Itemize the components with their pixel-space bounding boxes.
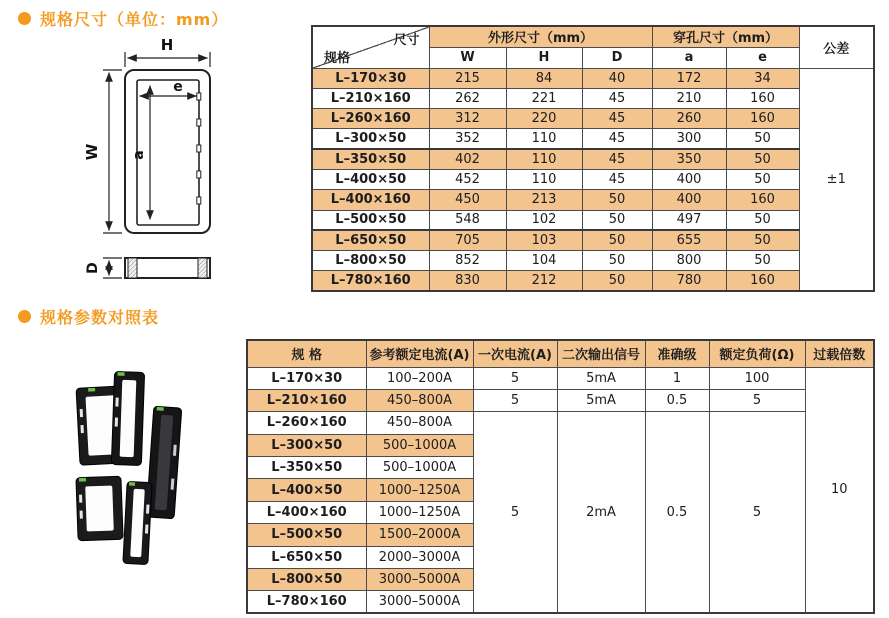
w-value-cell: 312 bbox=[429, 109, 506, 129]
col-header-primary-current: 一次电流(A) bbox=[473, 340, 557, 367]
spec-cell: L–400×50 bbox=[247, 479, 366, 501]
bullet-icon bbox=[18, 12, 31, 25]
rated-current-cell: 3000–5000A bbox=[366, 591, 473, 613]
dimensions-table-row bbox=[312, 149, 874, 169]
rated-current-cell: 100–200A bbox=[366, 367, 473, 389]
h-value-cell: 110 bbox=[506, 149, 582, 169]
d-value-cell: 45 bbox=[582, 129, 652, 149]
e-value-cell: 50 bbox=[726, 129, 799, 149]
h-value-cell: 84 bbox=[506, 68, 582, 88]
d-value-cell: 50 bbox=[582, 190, 652, 210]
w-value-cell: 450 bbox=[429, 190, 506, 210]
rated-current-cell: 1000–1250A bbox=[366, 479, 473, 501]
dimensions-table-row bbox=[312, 251, 874, 271]
spec-cell: L–210×160 bbox=[247, 389, 366, 411]
dimensions-table-row bbox=[312, 169, 874, 189]
rated-current-cell: 1000–1250A bbox=[366, 501, 473, 523]
h-value-cell: 212 bbox=[506, 271, 582, 291]
h-value-cell: 104 bbox=[506, 251, 582, 271]
ct-frame bbox=[111, 372, 144, 466]
corner-header-cell bbox=[312, 26, 429, 68]
e-value-cell: 160 bbox=[726, 190, 799, 210]
a-value-cell: 400 bbox=[652, 169, 726, 189]
w-value-cell: 215 bbox=[429, 68, 506, 88]
accuracy-class-cell: 1 bbox=[645, 367, 709, 389]
rated-current-cell: 450–800A bbox=[366, 389, 473, 411]
e-value-cell: 50 bbox=[726, 149, 799, 169]
spec-cell: L–350×50 bbox=[247, 457, 366, 479]
rated-current-cell: 500–1000A bbox=[366, 457, 473, 479]
col-header-spec: 规 格 bbox=[247, 340, 366, 367]
w-value-cell: 452 bbox=[429, 169, 506, 189]
h-value-cell: 103 bbox=[506, 230, 582, 250]
e-value-cell: 50 bbox=[726, 169, 799, 189]
spec-cell: L–400×160 bbox=[312, 190, 429, 210]
w-value-cell: 402 bbox=[429, 149, 506, 169]
d-value-cell: 45 bbox=[582, 169, 652, 189]
d-value-cell: 45 bbox=[582, 88, 652, 108]
col-header-rated-current: 参考额定电流(A) bbox=[366, 340, 473, 367]
dimensions-table-row bbox=[312, 129, 874, 149]
rated-current-cell: 3000–5000A bbox=[366, 569, 473, 591]
h-value-cell: 220 bbox=[506, 109, 582, 129]
section-title-dimensions: 规格尺寸（单位：mm） bbox=[40, 10, 229, 29]
e-value-cell: 50 bbox=[726, 210, 799, 230]
ct-frame bbox=[76, 476, 123, 541]
w-value-cell: 352 bbox=[429, 129, 506, 149]
col-header-e: e bbox=[726, 47, 799, 68]
dim-label-H: H bbox=[160, 36, 174, 54]
a-value-cell: 780 bbox=[652, 271, 726, 291]
h-value-cell: 221 bbox=[506, 88, 582, 108]
spec-cell: L–800×50 bbox=[312, 251, 429, 271]
a-value-cell: 300 bbox=[652, 129, 726, 149]
h-value-cell: 110 bbox=[506, 129, 582, 149]
a-value-cell: 172 bbox=[652, 68, 726, 88]
spec-cell: L–780×160 bbox=[312, 271, 429, 291]
col-header-W: W bbox=[429, 47, 506, 68]
col-header-D: D bbox=[582, 47, 652, 68]
spec-cell: L–300×50 bbox=[312, 129, 429, 149]
e-value-cell: 50 bbox=[726, 251, 799, 271]
e-value-cell: 160 bbox=[726, 88, 799, 108]
w-value-cell: 262 bbox=[429, 88, 506, 108]
dim-label-e: e bbox=[173, 79, 183, 95]
e-value-cell: 50 bbox=[726, 230, 799, 250]
rated-load-cell: 100 bbox=[709, 367, 805, 389]
overload-factor-cell: 10 bbox=[805, 367, 874, 613]
spec-cell: L–650×50 bbox=[247, 546, 366, 568]
e-value-cell: 34 bbox=[726, 68, 799, 88]
tolerance-value-cell: ±1 bbox=[799, 68, 874, 291]
group-header-outline-dims: 外形尺寸（mm） bbox=[429, 26, 652, 47]
spec-cell: L–300×50 bbox=[247, 434, 366, 456]
spec-cell: L–400×160 bbox=[247, 501, 366, 523]
corner-label-size: 尺寸 bbox=[393, 33, 420, 48]
d-value-cell: 50 bbox=[582, 230, 652, 250]
d-value-cell: 40 bbox=[582, 68, 652, 88]
spec-cell: L–260×160 bbox=[312, 109, 429, 129]
h-value-cell: 213 bbox=[506, 190, 582, 210]
spec-cell: L–500×50 bbox=[247, 524, 366, 546]
parameters-table-row bbox=[247, 367, 874, 389]
col-header-overload-factor: 过载倍数 bbox=[805, 340, 874, 367]
section-title-parameters: 规格参数对照表 bbox=[40, 308, 160, 327]
spec-cell: L–400×50 bbox=[312, 169, 429, 189]
secondary-signal-cell: 5mA bbox=[557, 389, 645, 411]
product-photo bbox=[50, 362, 230, 612]
secondary-signal-cell: 5mA bbox=[557, 367, 645, 389]
e-value-cell: 160 bbox=[726, 271, 799, 291]
spec-cell: L–210×160 bbox=[312, 88, 429, 108]
w-value-cell: 830 bbox=[429, 271, 506, 291]
d-value-cell: 45 bbox=[582, 109, 652, 129]
rated-current-cell: 450–800A bbox=[366, 412, 473, 434]
accuracy-class-merged-cell: 0.5 bbox=[645, 412, 709, 614]
a-value-cell: 210 bbox=[652, 88, 726, 108]
d-value-cell: 50 bbox=[582, 271, 652, 291]
spec-cell: L–260×160 bbox=[247, 412, 366, 434]
dim-label-D: D bbox=[85, 262, 101, 274]
primary-current-merged-cell: 5 bbox=[473, 412, 557, 614]
spec-cell: L–170×30 bbox=[247, 367, 366, 389]
bullet-icon bbox=[18, 310, 31, 323]
a-value-cell: 400 bbox=[652, 190, 726, 210]
e-value-cell: 160 bbox=[726, 109, 799, 129]
dimensions-table-row bbox=[312, 109, 874, 129]
dim-D bbox=[103, 258, 122, 278]
corner-label-spec: 规格 bbox=[324, 50, 351, 66]
dim-label-a: a bbox=[131, 150, 147, 160]
side-view-outline bbox=[125, 258, 210, 278]
spec-cell: L–780×160 bbox=[247, 591, 366, 613]
h-value-cell: 102 bbox=[506, 210, 582, 230]
dimensions-table bbox=[311, 25, 875, 292]
w-value-cell: 548 bbox=[429, 210, 506, 230]
col-header-H: H bbox=[506, 47, 582, 68]
col-header-secondary-signal: 二次输出信号 bbox=[557, 340, 645, 367]
col-header-a: a bbox=[652, 47, 726, 68]
a-value-cell: 260 bbox=[652, 109, 726, 129]
a-value-cell: 655 bbox=[652, 230, 726, 250]
dim-label-W: W bbox=[83, 143, 101, 161]
dimensions-table-row bbox=[312, 68, 874, 88]
rated-current-cell: 2000–3000A bbox=[366, 546, 473, 568]
rated-load-merged-cell: 5 bbox=[709, 412, 805, 614]
spec-cell: L–800×50 bbox=[247, 569, 366, 591]
accuracy-class-cell: 0.5 bbox=[645, 389, 709, 411]
dimensions-table-row bbox=[312, 230, 874, 250]
d-value-cell: 50 bbox=[582, 251, 652, 271]
primary-current-cell: 5 bbox=[473, 367, 557, 389]
dimensions-table-row bbox=[312, 88, 874, 108]
col-header-accuracy-class: 准确级 bbox=[645, 340, 709, 367]
a-value-cell: 497 bbox=[652, 210, 726, 230]
a-value-cell: 350 bbox=[652, 149, 726, 169]
spec-cell: L–170×30 bbox=[312, 68, 429, 88]
h-value-cell: 110 bbox=[506, 169, 582, 189]
section-heading-parameters bbox=[18, 305, 159, 328]
dim-W bbox=[103, 70, 122, 233]
rated-load-cell: 5 bbox=[709, 389, 805, 411]
dimensions-table-row bbox=[312, 190, 874, 210]
a-value-cell: 800 bbox=[652, 251, 726, 271]
spec-cell: L–650×50 bbox=[312, 230, 429, 250]
d-value-cell: 50 bbox=[582, 210, 652, 230]
dimension-diagram bbox=[70, 33, 230, 289]
dimensions-table-row bbox=[312, 210, 874, 230]
dimensions-table-row bbox=[312, 271, 874, 291]
d-value-cell: 45 bbox=[582, 149, 652, 169]
w-value-cell: 705 bbox=[429, 230, 506, 250]
parameters-table bbox=[246, 339, 875, 614]
section-heading-dimensions bbox=[18, 7, 228, 30]
spec-cell: L–500×50 bbox=[312, 210, 429, 230]
rated-current-cell: 500–1000A bbox=[366, 434, 473, 456]
group-header-hole-dims: 穿孔尺寸（mm） bbox=[652, 26, 799, 47]
rated-current-cell: 1500–2000A bbox=[366, 524, 473, 546]
dim-H bbox=[125, 52, 210, 67]
primary-current-cell: 5 bbox=[473, 389, 557, 411]
spec-cell: L–350×50 bbox=[312, 149, 429, 169]
ct-frame bbox=[123, 481, 152, 564]
col-header-rated-load: 额定负荷(Ω) bbox=[709, 340, 805, 367]
tolerance-header: 公差 bbox=[799, 26, 874, 68]
w-value-cell: 852 bbox=[429, 251, 506, 271]
secondary-signal-merged-cell: 2mA bbox=[557, 412, 645, 614]
parameters-table-row bbox=[247, 412, 874, 434]
parameters-table-row bbox=[247, 389, 874, 411]
